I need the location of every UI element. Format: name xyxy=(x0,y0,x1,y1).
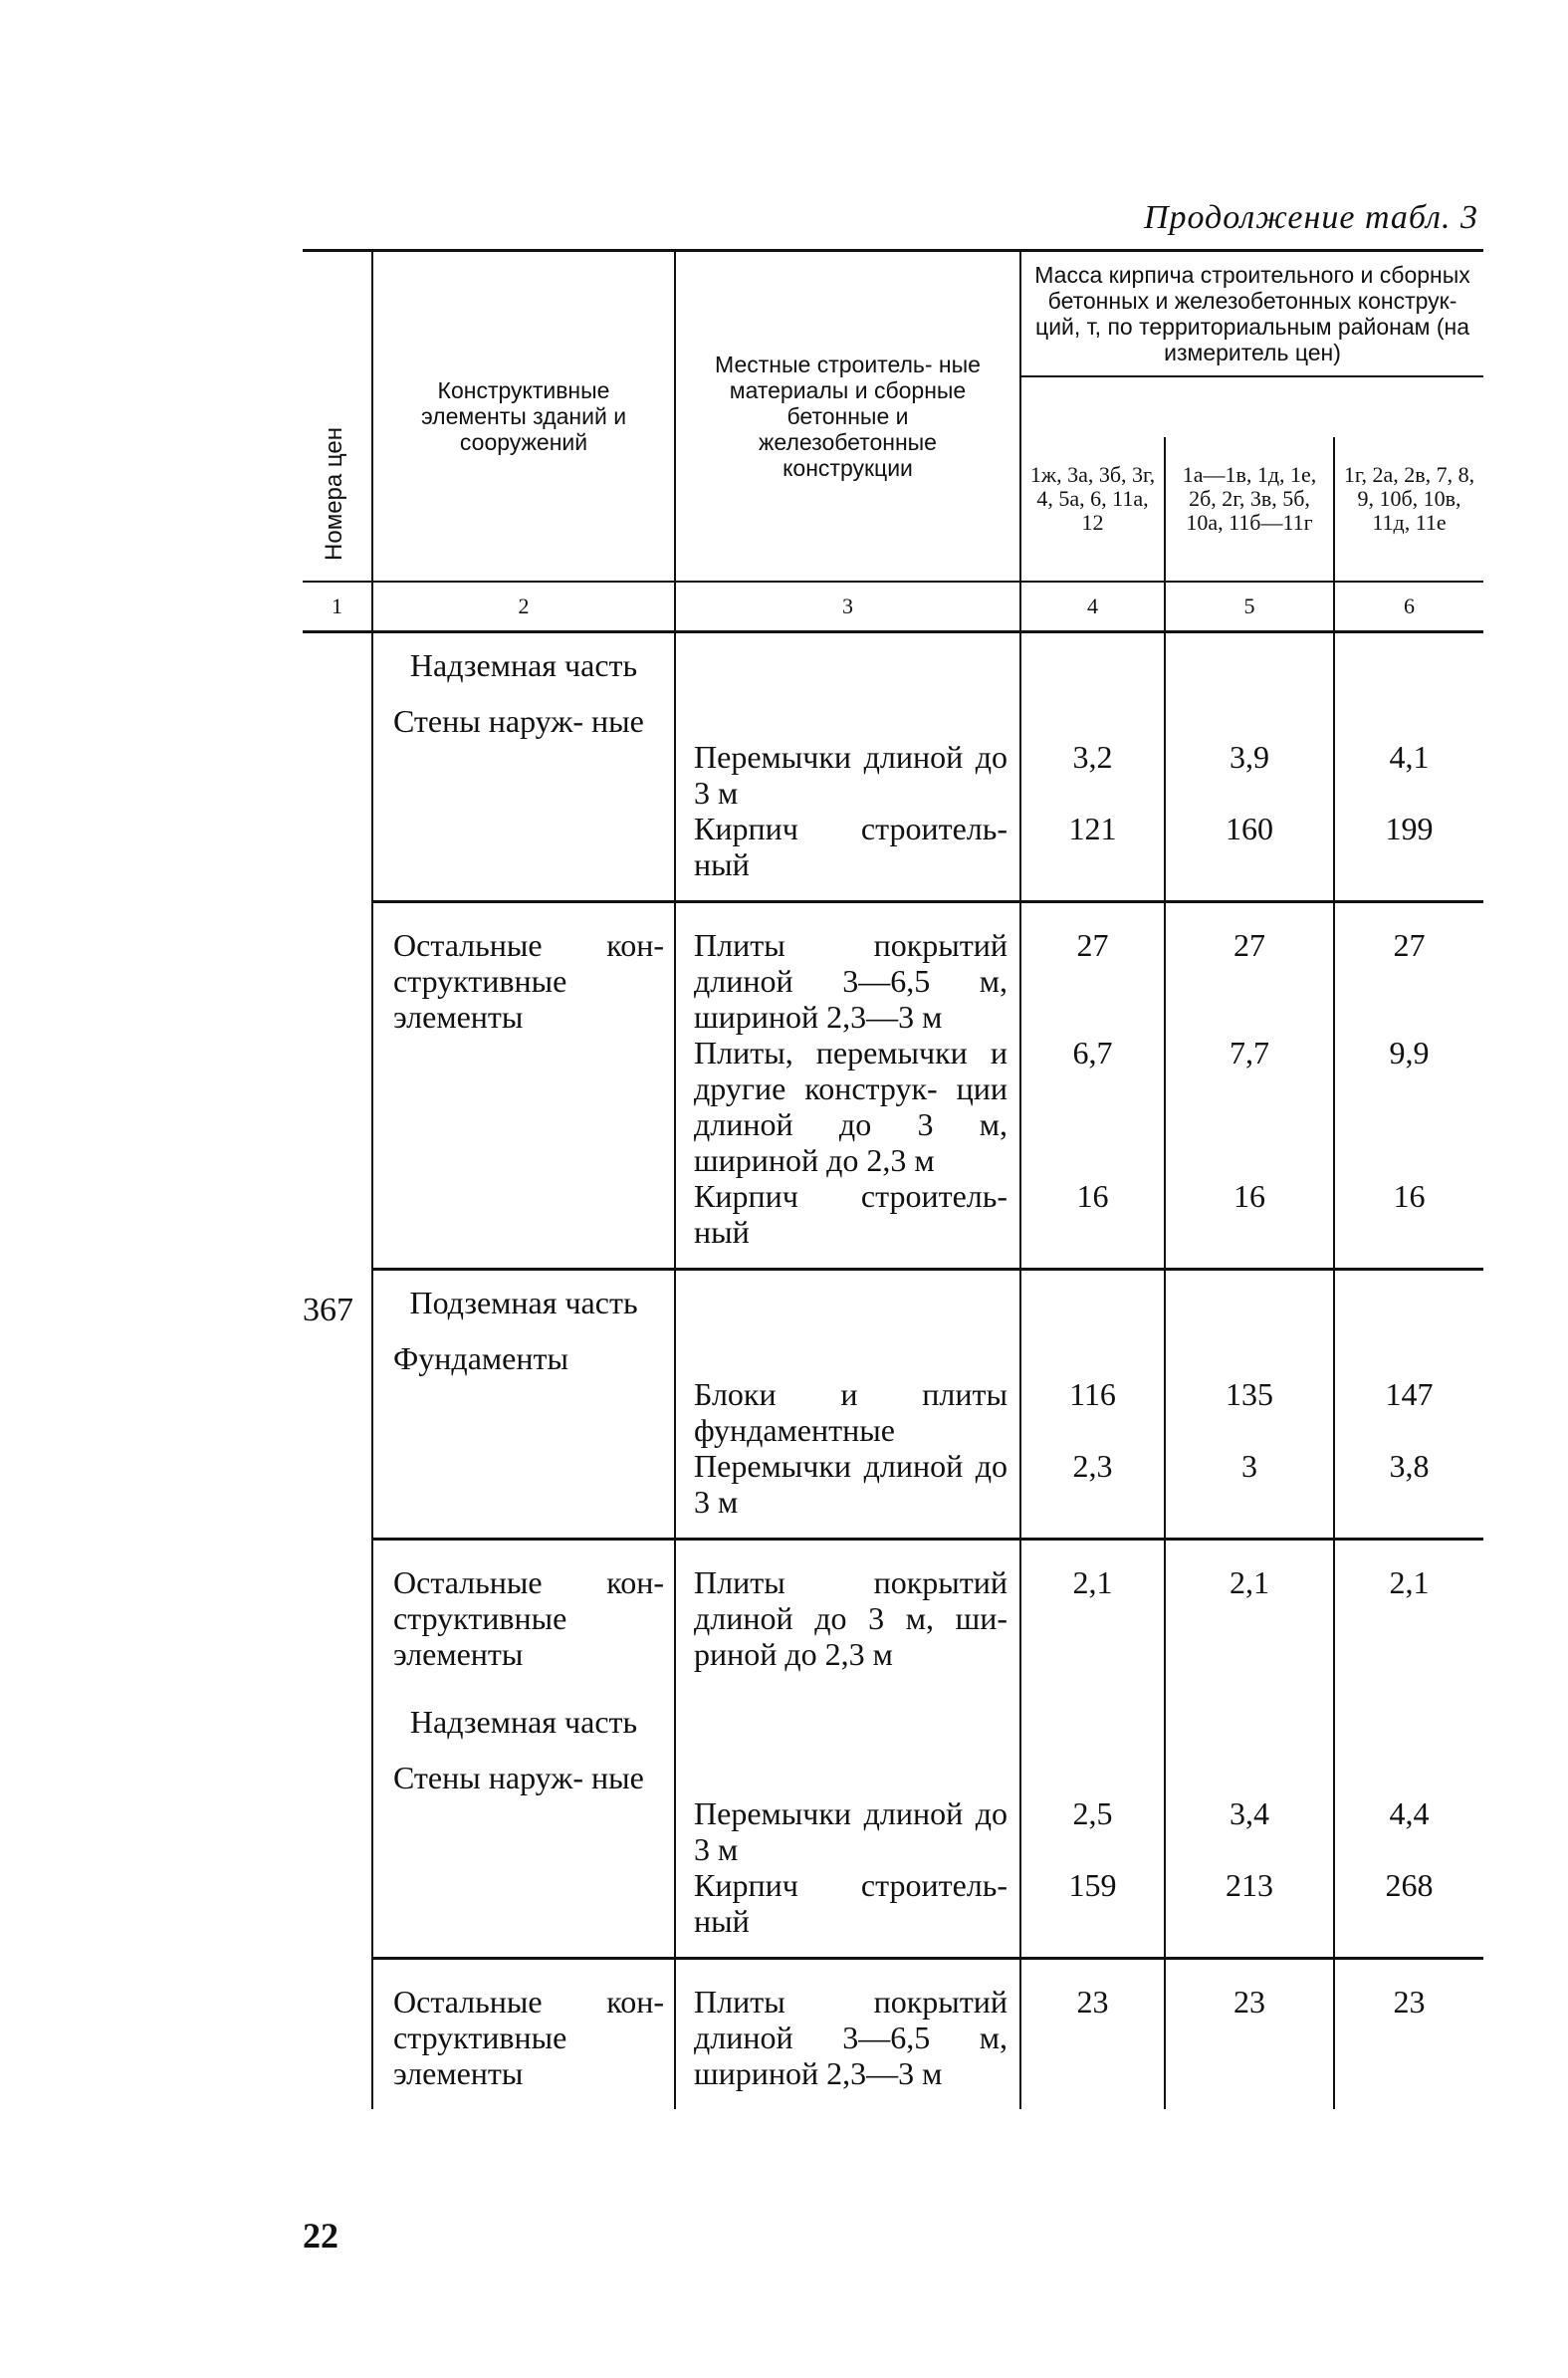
table-row xyxy=(303,1690,1483,1959)
element-name: Остальные кон- структивные элементы xyxy=(393,1564,664,1672)
value-cell: 16 xyxy=(1076,1178,1109,1214)
value-cell: 23 xyxy=(1076,1984,1109,2020)
element-name: Остальные кон- структивные элементы xyxy=(393,927,664,1035)
value-cell: 9,9 xyxy=(1389,1035,1430,1070)
column-number: 5 xyxy=(1165,582,1334,632)
value-cell: 160 xyxy=(1226,811,1273,846)
value-cell: 2,5 xyxy=(1072,1795,1113,1831)
element-name: Фундаменты xyxy=(393,1340,568,1376)
table-row xyxy=(303,902,1483,1270)
value-cell: 268 xyxy=(1385,1867,1434,1903)
header-mass: Масса кирпича строительного и сборных бетонных и железобетонных конструк- ций, т, по территориальным районам (на измеритель цен) xyxy=(1020,251,1483,437)
material-item: Кирпич строитель- ный xyxy=(694,1178,1008,1250)
material-item: Блоки и плиты фундаментные xyxy=(694,1376,1008,1448)
element-name: Остальные кон- структивные элементы xyxy=(393,1984,664,2091)
value-cell: 3,4 xyxy=(1230,1795,1269,1831)
header-region-5: 1а—1в, 1д, 1е, 2б, 2г, 3в, 5б, 10а, 11б—11г xyxy=(1165,437,1334,582)
material-item: Перемычки длиной до 3 м xyxy=(694,1448,1008,1520)
material-item: Перемычки длиной до 3 м xyxy=(694,1795,1008,1867)
value-cell: 6,7 xyxy=(1072,1035,1113,1070)
value-cell: 23 xyxy=(1233,1984,1265,2020)
element-name: Стены наруж- ные xyxy=(393,703,644,739)
value-cell: 4,4 xyxy=(1389,1795,1430,1831)
value-cell: 27 xyxy=(1393,927,1426,963)
value-cell: 3,8 xyxy=(1389,1448,1430,1484)
value-cell: 16 xyxy=(1233,1178,1265,1214)
material-item: Плиты покрытий длиной до 3 м, ши- риной до 2,3 м xyxy=(694,1564,1008,1672)
column-number: 3 xyxy=(675,582,1020,632)
header-structural-elements: Конструктивные элементы зданий и сооружений xyxy=(372,251,675,583)
value-cell: 3,9 xyxy=(1230,739,1269,775)
page-number: 22 xyxy=(303,2216,338,2256)
value-cell: 147 xyxy=(1385,1376,1434,1412)
column-number: 6 xyxy=(1334,582,1483,632)
table-header xyxy=(303,251,1483,437)
material-item: Плиты покрытий длиной 3—6,5 м, шириной 2,3—3 м xyxy=(694,1984,1008,2091)
value-cell: 27 xyxy=(1233,927,1265,963)
value-cell: 199 xyxy=(1385,811,1434,846)
column-numbers-row xyxy=(303,582,1483,632)
price-code-cell xyxy=(303,632,372,2110)
material-item: Плиты, перемычки и другие конструк- ции длиной до 3 м, шириной до 2,3 м xyxy=(694,1035,1008,1178)
table-row xyxy=(303,1959,1483,2110)
material-item: Кирпич строитель- ный xyxy=(694,811,1008,882)
price-code: 367 xyxy=(303,1292,353,1328)
value-cell: 3,2 xyxy=(1072,739,1113,775)
element-name: Стены наруж- ные xyxy=(393,1760,644,1795)
value-cell: 159 xyxy=(1068,1867,1117,1903)
value-cell: 2,1 xyxy=(1072,1564,1113,1600)
group-title: Надземная часть xyxy=(409,647,638,683)
table-row xyxy=(303,1540,1483,1691)
column-number: 1 xyxy=(303,582,372,632)
table-continuation-caption: Продолжение табл. 3 xyxy=(1143,199,1478,236)
value-cell: 27 xyxy=(1076,927,1109,963)
value-cell: 2,1 xyxy=(1230,1564,1269,1600)
value-cell: 16 xyxy=(1393,1178,1426,1214)
table-row xyxy=(303,632,1483,902)
header-region-6: 1г, 2а, 2в, 7, 8, 9, 10б, 10в, 11д, 11е xyxy=(1334,437,1483,582)
value-cell: 2,3 xyxy=(1072,1448,1113,1484)
value-cell: 135 xyxy=(1226,1376,1273,1412)
value-cell: 7,7 xyxy=(1230,1035,1269,1070)
value-cell: 2,1 xyxy=(1389,1564,1430,1600)
group-title: Подземная часть xyxy=(409,1285,638,1320)
material-item: Кирпич строитель- ный xyxy=(694,1867,1008,1939)
table-row xyxy=(303,1270,1483,1540)
column-number: 2 xyxy=(372,582,675,632)
group-title: Надземная часть xyxy=(409,1704,638,1740)
value-cell: 4,1 xyxy=(1389,739,1430,775)
price-table xyxy=(303,249,1483,2109)
value-cell: 3 xyxy=(1241,1448,1257,1484)
value-cell: 213 xyxy=(1226,1867,1273,1903)
header-local-materials: Местные строитель- ные материалы и сборные бетонные и железобетонные конструкции xyxy=(675,251,1020,583)
header-region-4: 1ж, 3а, 3б, 3г, 4, 5а, 6, 11а, 12 xyxy=(1020,437,1165,582)
value-cell: 116 xyxy=(1069,1376,1116,1412)
value-cell: 23 xyxy=(1393,1984,1426,2020)
material-item: Перемычки длиной до 3 м xyxy=(694,739,1008,811)
material-item: Плиты покрытий длиной 3—6,5 м, шириной 2,3—3 м xyxy=(694,927,1008,1035)
header-price-numbers: Номера цен xyxy=(303,251,372,583)
value-cell: 121 xyxy=(1068,811,1117,846)
column-number: 4 xyxy=(1020,582,1165,632)
